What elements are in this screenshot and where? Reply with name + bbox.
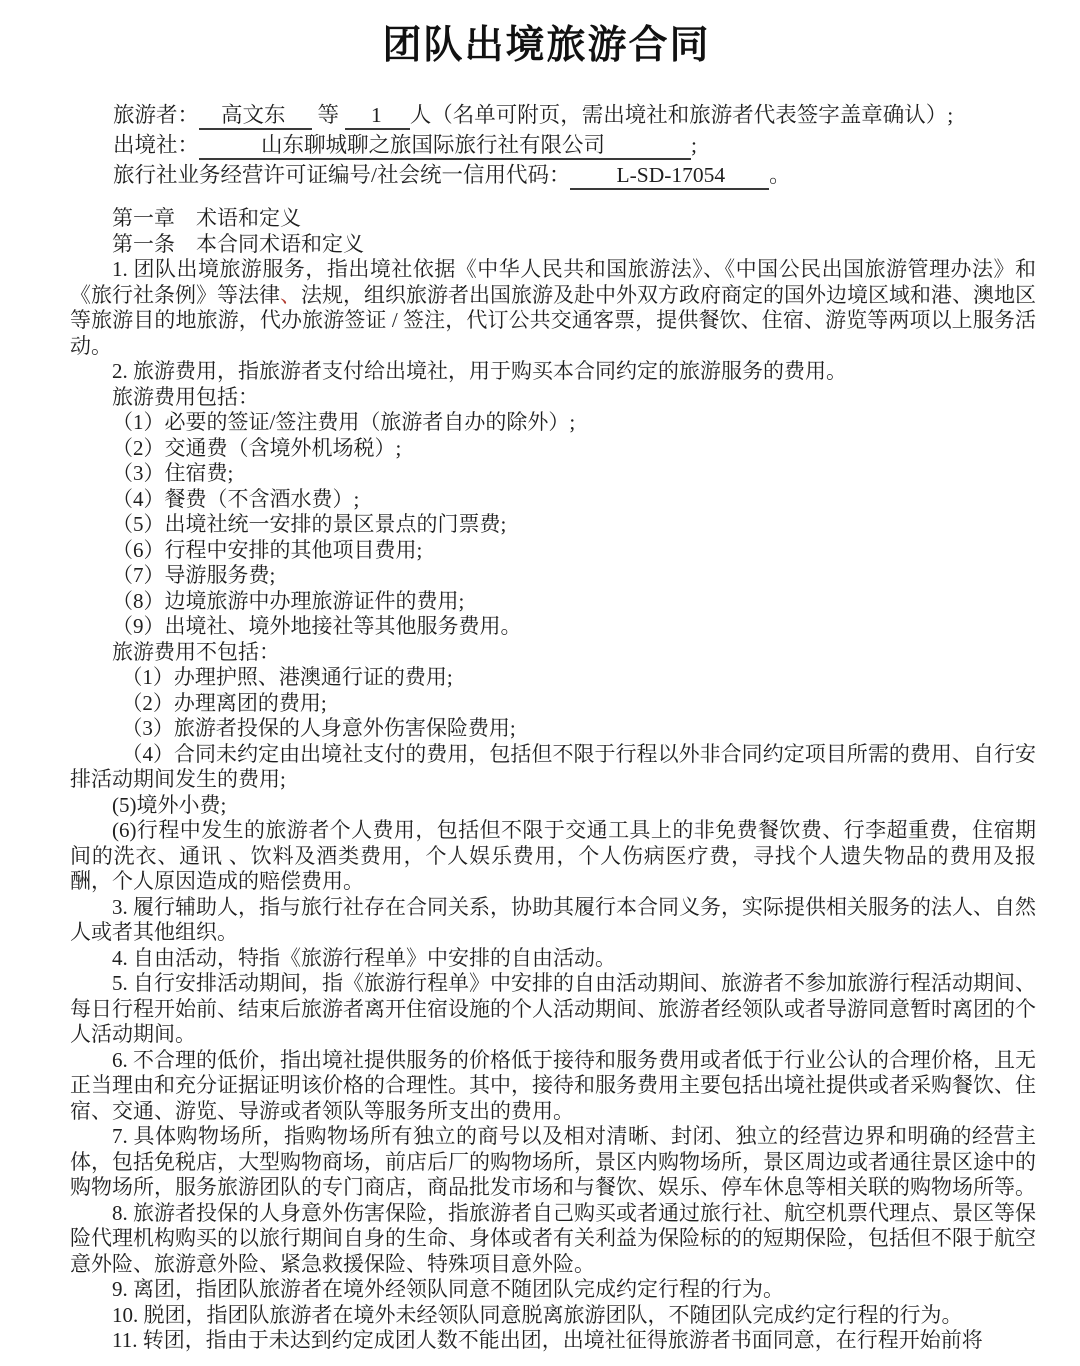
clause-2-tour-fee: 2. 旅游费用，指旅游者支付给出境社，用于购买本合同约定的旅游服务的费用。 [112, 359, 847, 383]
doc-title: 团队出境旅游合同 [382, 24, 711, 67]
agency-name-fill: 山东聊城聊之旅国际旅行社有限公司 [199, 133, 691, 160]
travelers-count-fill: 1 [345, 103, 410, 130]
field-agency [70, 130, 1036, 160]
fee-exclude-item: (6)行程中发生的旅游者个人费用，包括但不限于交通工具上的非免费餐饮费、行李超重费，住宿期间的洗衣、通讯 、饮料及酒类费用，个人娱乐费用，个人伤病医疗费，寻找个人遗失物品的费用及报酬，个人原因造成的赔偿费用。 [70, 818, 1036, 893]
clause-1-text-after: 法规，组织旅游者出国旅游及赴中外双方政府商定的国外边境区域和港、澳地区等旅游目的地旅游，代办旅游签证 / 签注，代订公共交通客票，提供餐饮、住宿、游览等两项以上服务活动。 [70, 282, 1036, 358]
red-caesura-mark: 、 [280, 282, 301, 307]
fee-exclude-item: (5)境外小费; [112, 792, 227, 817]
field-travelers [70, 100, 1036, 130]
fee-exclude-item: （3）旅游者投保的人身意外伤害保险费用; [121, 716, 516, 740]
fee-include-item: （1）必要的签证/签注费用（旅游者自办的除外）; [112, 410, 576, 434]
travelers-note: 人（名单可附页，需出境社和旅游者代表签字盖章确认）; [409, 103, 954, 127]
article-1-heading: 第一条 本合同术语和定义 [112, 231, 364, 256]
fee-include-item: （6）行程中安排的其他项目费用; [112, 537, 423, 562]
travelers-mid-label: 等 [317, 103, 340, 127]
agency-tail: ; [691, 133, 698, 157]
clause-1-definition [70, 257, 1036, 359]
fee-include-item: （9）出境社、境外地接社等其他服务费用。 [112, 614, 522, 638]
clause-5-self-arranged: 5. 自行安排活动期间，指《旅游行程单》中安排的自由活动期间、旅游者不参加旅游行程活动期间、每日行程开始前、结束后旅游者离开住宿设施的个人活动期间、旅游者经领队或者导游同意暂时离团的个人活动期间。 [70, 971, 1036, 1046]
fee-include-item: （2）交通费（含境外机场税）; [112, 435, 402, 460]
travelers-name-fill: 高文东 [199, 103, 312, 130]
agency-label: 出境社： [113, 133, 200, 157]
license-label: 旅行社业务经营许可证编号/社会统一信用代码： [113, 163, 571, 187]
fee-excludes-heading: 旅游费用不包括： [112, 639, 280, 664]
fee-include-item: （5）出境社统一安排的景区景点的门票费; [112, 512, 507, 536]
clause-3-assistant: 3. 履行辅助人，指与旅行社存在合同关系，协助其履行本合同义务，实际提供相关服务的法人、自然人或者其他组织。 [70, 894, 1036, 944]
clause-10-desert-group: 10. 脱团，指团队旅游者在境外未经领队同意脱离旅游团队，不随团队完成约定行程的行为。 [112, 1302, 963, 1327]
clause-7-shopping-place: 7. 具体购物场所，指购物场所有独立的商号以及相对清晰、封闭、独立的经营边界和明确的经营主体，包括免税店，大型购物商场，前店后厂的购物场所，景区内购物场所，景区周边或者通往景区途中的购物场所，服务旅游团队的专门商店，商品批发市场和与餐饮、娱乐、停车休息等相关联的购物场所等。 [70, 1124, 1036, 1199]
fee-include-item: （8）边境旅游中办理旅游证件的费用; [112, 588, 465, 613]
clause-9-leave-group: 9. 离团，指团队旅游者在境外经领队同意不随团队完成约定行程的行为。 [112, 1277, 784, 1301]
clause-8-insurance: 8. 旅游者投保的人身意外伤害保险，指旅游者自己购买或者通过旅行社、航空机票代理点、景区等保险代理机构购买的以旅行期间自身的生命、身体或者有关利益为保险标的的短期保险，包括但不限于航空意外险、旅游意外险、紧急救援保险、特殊项目意外险。 [70, 1200, 1036, 1276]
license-number-fill: L-SD-17054 [570, 163, 769, 190]
field-license [70, 160, 1036, 190]
clause-11-transfer-group: 11. 转团，指由于未达到约定成团人数不能出团，出境社征得旅游者书面同意，在行程开始前将 [112, 1328, 983, 1352]
license-tail: 。 [769, 163, 791, 187]
header-fields [70, 100, 1036, 190]
chapter-1-heading: 第一章 术语和定义 [112, 206, 301, 230]
fee-exclude-item: （4）合同未约定由出境社支付的费用，包括但不限于行程以外非合同约定项目所需的费用、自行安排活动期间发生的费用; [70, 741, 1036, 791]
travelers-label: 旅游者： [113, 103, 200, 127]
fee-include-item: （3）住宿费; [112, 461, 234, 485]
fee-includes-heading: 旅游费用包括： [112, 384, 259, 409]
clause-4-free-activity: 4. 自由活动，特指《旅游行程单》中安排的自由活动。 [112, 945, 616, 970]
clause-6-unreasonable-price: 6. 不合理的低价，指出境社提供服务的价格低于接待和服务费用或者低于行业公认的合理价格，且无正当理由和充分证据证明该价格的合理性。其中，接待和服务费用主要包括出境社提供或者采购餐饮、住宿、交通、游览、导游或者领队等服务所支出的费用。 [70, 1047, 1036, 1123]
contract-body [70, 206, 1036, 1354]
fee-exclude-item: （2）办理离团的费用; [121, 690, 327, 715]
fee-exclude-item: （1）办理护照、港澳通行证的费用; [121, 665, 453, 689]
clause-1-text-before: 1. 团队出境旅游服务，指出境社依据《中华人民共和国旅游法》、《中国公民出国旅游管理办法》和《旅行社条例》等法律 [70, 257, 1036, 307]
fee-include-item: （7）导游服务费; [112, 563, 276, 587]
fee-include-item: （4）餐费（不含酒水费）; [112, 486, 360, 511]
